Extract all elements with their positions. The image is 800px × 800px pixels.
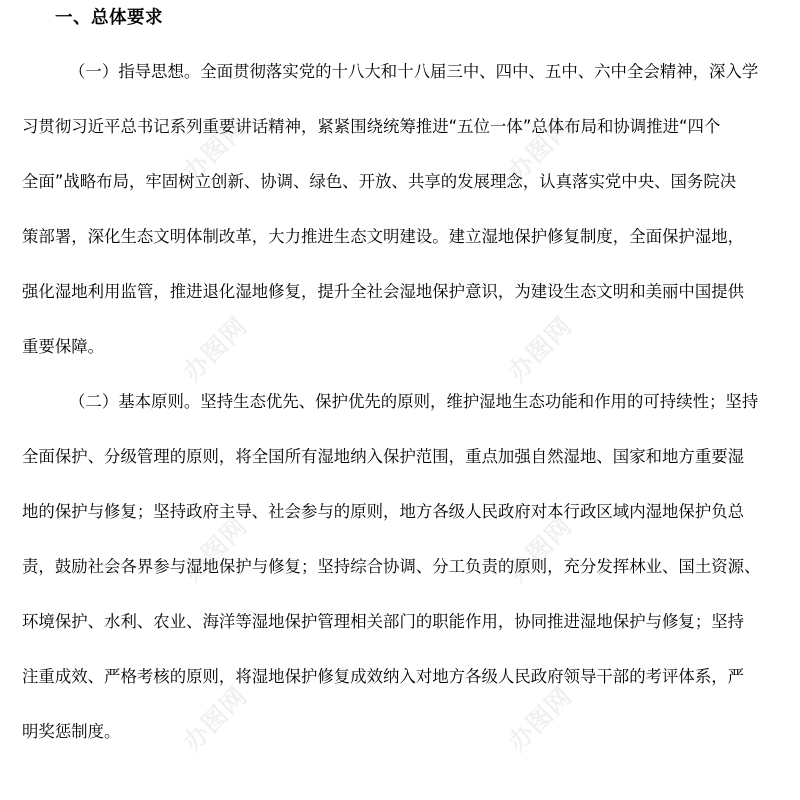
paragraph-line: 习贯彻习近平总书记系列重要讲话精神，紧紧围绕统筹推进“五位一体”总体布局和协调推进“四个 xyxy=(22,116,721,136)
paragraph-line: 强化湿地利用监管，推进退化湿地修复，提升全社会湿地保护意识，为建设生态文明和美丽中国提供 xyxy=(22,281,745,301)
paragraph-line: 责，鼓励社会各界参与湿地保护与修复；坚持综合协调、分工负责的原则，充分发挥林业、国土资源、 xyxy=(22,556,761,576)
paragraph-line: （一）指导思想。全面贯彻落实党的十八大和十八届三中、四中、五中、六中全会精神，深入学 xyxy=(69,61,759,81)
paragraph-line: （二）基本原则。坚持生态优先、保护优先的原则，维护湿地生态功能和作用的可持续性；坚持 xyxy=(69,391,759,411)
watermark-text: 办图网 xyxy=(502,681,578,757)
watermark-text: 办图网 xyxy=(177,111,253,187)
watermark-text: 办图网 xyxy=(177,511,253,587)
paragraph-line: 策部署，深化生态文明体制改革，大力推进生态文明建设。建立湿地保护修复制度，全面保护湿地， xyxy=(22,226,745,246)
paragraph-line: 重要保障。 xyxy=(22,336,105,356)
watermark-text: 办图网 xyxy=(502,111,578,187)
paragraph-guiding-thought xyxy=(22,44,778,374)
paragraph-line: 注重成效、严格考核的原则，将湿地保护修复成效纳入对地方各级人民政府领导干部的考评体系，严 xyxy=(22,666,745,686)
paragraph-line: 地的保护与修复；坚持政府主导、社会参与的原则，地方各级人民政府对本行政区域内湿地保护负总 xyxy=(22,501,745,521)
watermark-text: 办图网 xyxy=(177,311,253,387)
watermark-text: 办图网 xyxy=(502,311,578,387)
paragraph-line: 全面”战略布局，牢固树立创新、协调、绿色、开放、共享的发展理念，认真落实党中央、国务院决 xyxy=(22,171,737,191)
watermark-text: 办图网 xyxy=(502,511,578,587)
watermark-text: 办图网 xyxy=(177,681,253,757)
page-title: 一、总体要求 xyxy=(55,8,163,28)
paragraph-line: 环境保护、水利、农业、海洋等湿地保护管理相关部门的职能作用，协同推进湿地保护与修复；坚持 xyxy=(22,611,745,631)
paragraph-line: 全面保护、分级管理的原则，将全国所有湿地纳入保护范围，重点加强自然湿地、国家和地方重要湿 xyxy=(22,446,745,466)
paragraph-line: 明奖惩制度。 xyxy=(22,721,121,741)
paragraph-basic-principles xyxy=(22,374,778,759)
